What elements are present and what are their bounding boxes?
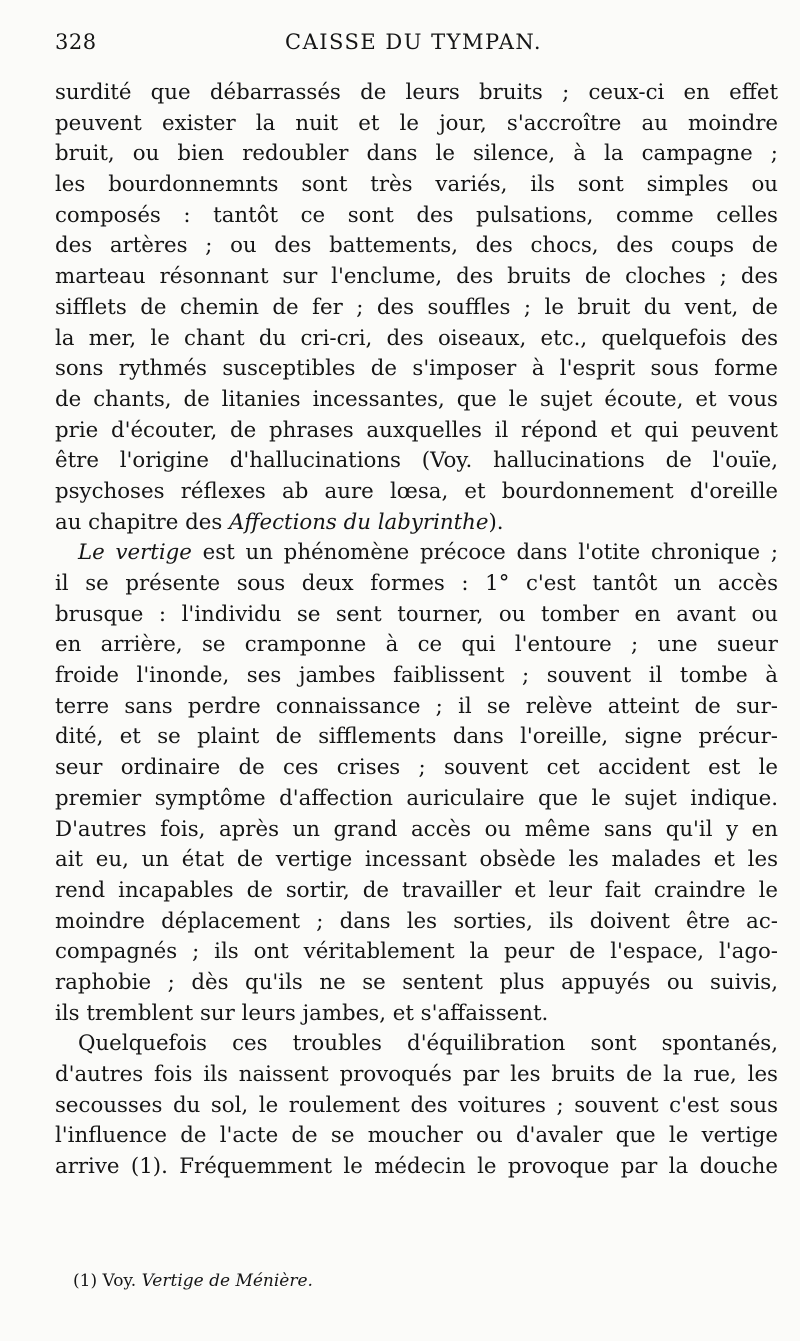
text-line: [55, 538, 778, 569]
text-line: de chants, de litanies incessantes, que le sujet écoute, et vous: [55, 386, 778, 412]
text-line: sifflets de chemin de fer ; des souffles ; le bruit du vent, de: [55, 294, 778, 320]
body-text: [55, 78, 778, 1183]
text-line: arrive (1). Fréquemment le médecin le provoque par la douche: [55, 1154, 778, 1180]
italic-reference: Affections du labyrinthe: [229, 509, 489, 535]
text-line: raphobie ; dès qu'ils ne se sentent plus appuyés ou suivis,: [55, 969, 778, 995]
italic-term: Le vertige: [78, 540, 192, 566]
running-title: CAISSE DU TYMPAN.: [285, 30, 543, 54]
text-line: secousses du sol, le roulement des voitures ; souvent c'est sous: [55, 1092, 778, 1118]
text-line: [55, 508, 778, 539]
text-fragment: ).: [488, 509, 504, 535]
text-line: rend incapables de sortir, de travailler et leur fait craindre le: [55, 877, 778, 903]
text-line: surdité que débarrassés de leurs bruits ; ceux-ci en effet: [55, 80, 778, 105]
text-line: D'autres fois, après un grand accès ou même sans qu'il y en: [55, 816, 778, 842]
text-line: brusque : l'individu se sent tourner, ou tomber en avant ou: [55, 601, 778, 627]
text-line: psychoses réflexes ab aure lœsa, et bourdonnement d'oreille: [55, 478, 778, 504]
text-line: d'autres fois ils naissent provoqués par les bruits de la rue, les: [55, 1062, 778, 1087]
text-line: Quelquefois ces troubles d'équilibration sont spontanés,: [78, 1031, 778, 1057]
text-line: l'influence de l'acte de se moucher ou d'avaler que le vertige: [55, 1123, 778, 1149]
footnote: [73, 1271, 313, 1291]
text-line: des artères ; ou des battements, des chocs, des coups de: [55, 233, 778, 259]
text-line: dité, et se plaint de sifflements dans l'oreille, signe précur-: [55, 724, 778, 750]
text-line: bruit, ou bien redoubler dans le silence, à la campagne ;: [55, 141, 778, 167]
text-line: ils tremblent sur leurs jambes, et s'affaissent.: [55, 1000, 549, 1026]
text-line: ait eu, un état de vertige incessant obsède les malades et les: [55, 847, 778, 873]
footnote-reference: Vertige de Ménière.: [141, 1271, 313, 1291]
text-line: moindre déplacement ; dans les sorties, ils doivent être ac-: [55, 908, 778, 934]
text-line: composés : tantôt ce sont des pulsations, comme celles: [55, 202, 778, 228]
text-line: compagnés ; ils ont véritablement la peur de l'espace, l'ago-: [55, 939, 778, 965]
text-line: prie d'écouter, de phrases auxquelles il répond et qui peuvent: [55, 417, 778, 443]
text-line: sons rythmés susceptibles de s'imposer à l'esprit sous forme: [55, 356, 778, 382]
footnote-marker: (1) Voy.: [73, 1271, 137, 1291]
text-line: marteau résonnant sur l'enclume, des bruits de cloches ; des: [55, 264, 778, 290]
text-line: en arrière, se cramponne à ce qui l'entoure ; une sueur: [55, 632, 778, 658]
text-fragment: est un phénomène précoce dans l'otite chronique ;: [191, 540, 779, 566]
running-header: [55, 30, 770, 64]
text-fragment: au chapitre des: [55, 509, 230, 535]
text-line: terre sans perdre connaissance ; il se relève atteint de sur-: [55, 693, 778, 719]
text-line: premier symptôme d'affection auriculaire que le sujet indique.: [55, 785, 778, 811]
text-line: être l'origine d'hallucinations (Voy. hallucinations de l'ouïe,: [55, 448, 778, 474]
text-line: peuvent exister la nuit et le jour, s'accroître au moindre: [55, 110, 778, 136]
text-line: les bourdonnemnts sont très variés, ils sont simples ou: [55, 172, 778, 198]
text-line: seur ordinaire de ces crises ; souvent cet accident est le: [55, 755, 778, 781]
page-number: 328: [55, 30, 97, 54]
text-line: froide l'inonde, ses jambes faiblissent ; souvent il tombe à: [55, 663, 778, 689]
text-line: il se présente sous deux formes : 1° c'est tantôt un accès: [55, 571, 778, 596]
text-line: la mer, le chant du cri-cri, des oiseaux, etc., quelquefois des: [55, 325, 778, 351]
